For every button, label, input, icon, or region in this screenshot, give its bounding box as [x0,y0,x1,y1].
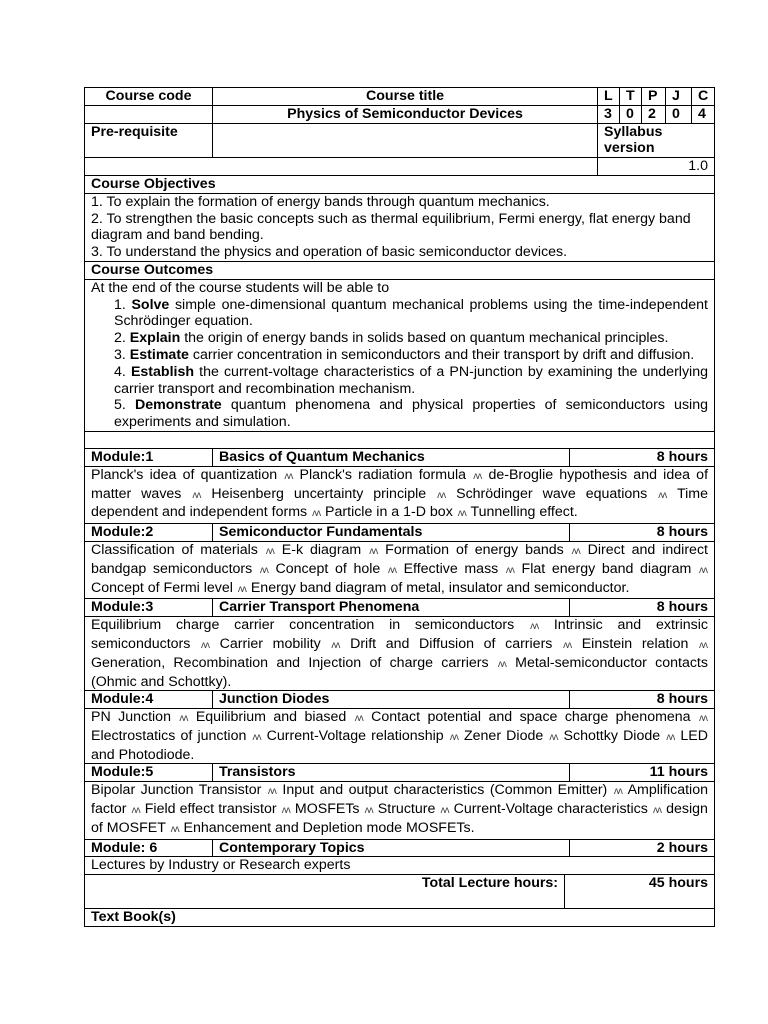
syllabus-version-label: Syllabus version [598,123,715,158]
module-topic: Direct and indirect bandgap semiconductors [91,541,708,577]
module-topic: E-k diagram [281,541,362,558]
topic-separator-icon: ʌʌ [699,713,707,725]
module-label: Module:5 [85,764,213,782]
outcome-verb: Solve [131,296,170,313]
ltpjc-value-c: 4 [692,105,715,123]
objective-item: 3. To understand the physics and operation of basic semiconductor devices. [91,244,568,261]
outcome-text: quantum phenomena and physical properties of semiconductors using experiments and simulation. [114,397,708,431]
outcome-list [91,297,708,431]
ltpjc-value-l: 3 [598,105,620,123]
module-topic: Drift and Diffusion of carriers [350,635,553,652]
module-topic: Amplification factor [91,782,708,818]
topic-separator-icon: ʌʌ [201,639,210,651]
modules-section [85,448,715,874]
module-header-row [85,599,715,617]
outcomes-body [85,279,715,431]
module-topic: Equilibrium charge carrier concentration in semiconductors [91,617,515,634]
ltpjc-label-l: L [598,88,620,106]
outcome-verb: Estimate [129,346,189,363]
course-title-label: Course title [213,88,598,106]
module-topic: Classification of materials [91,541,258,558]
module-title: Transistors [213,764,570,782]
module-topic: Metal-semiconductor contacts (Ohmic and Schottky). [91,654,708,690]
topic-separator-icon: ʌʌ [658,489,667,501]
syllabus-document [84,87,715,927]
module-topics [85,466,715,523]
ltpjc-label-t: T [620,88,642,106]
module-topic: Carrier mobility [219,635,321,652]
module-topics [85,709,715,764]
module-topics [85,617,715,691]
syllabus-table [84,87,715,927]
ltpjc-label-j: J [666,88,692,106]
module-topic: Input and output characteristics (Common Emitter) [282,782,608,799]
module-label: Module:3 [85,599,213,617]
module-topic: Contact potential and space charge phenomena [371,709,691,726]
topic-separator-icon: ʌʌ [440,805,449,817]
module-topic: Concept of Fermi level [91,579,233,596]
topic-separator-icon: ʌʌ [571,545,580,557]
outcomes-intro: At the end of the course students will be able to [91,279,390,296]
module-topics [85,782,715,839]
ltpjc-label-p: P [642,88,666,106]
topic-separator-icon: ʌʌ [563,639,572,651]
module-body-row [85,617,715,691]
module-label: Module:2 [85,524,213,542]
module-topic: Intrinsic and extrinsic semiconductors [91,617,709,652]
topic-separator-icon: ʌʌ [267,786,276,798]
module-topic: Current-Voltage characteristics [453,801,648,818]
topic-separator-icon: ʌʌ [457,508,466,520]
module-topic: Planck's radiation formula [299,466,467,483]
module-body-row [85,709,715,764]
outcome-text: the origin of energy bands in solids based on quantum mechanical principles. [184,330,669,347]
module-topic: design of MOSFET [91,801,708,836]
topic-separator-icon: ʌʌ [530,621,539,633]
module-title: Semiconductor Fundamentals [213,524,570,542]
module-header-row [85,764,715,782]
prerequisite-label: Pre-requisite [85,123,213,158]
total-lecture-label: Total Lecture hours: [85,875,565,909]
outcome-verb: Explain [129,330,181,347]
outcome-verb: Establish [130,363,195,380]
topic-separator-icon: ʌʌ [265,545,274,557]
module-title: Contemporary Topics [213,839,570,857]
course-title-value: Physics of Semiconductor Devices [213,105,598,123]
ltpjc-value-p: 2 [642,105,666,123]
module-topic: Flat energy band diagram [521,560,692,577]
prerequisite-value [213,123,598,158]
module-topic: Einstein relation [581,635,689,652]
topic-separator-icon: ʌʌ [312,508,321,520]
topic-separator-icon: ʌʌ [666,731,675,743]
module-label: Module:4 [85,691,213,709]
outcome-number: 2. [114,330,126,347]
topic-separator-icon: ʌʌ [497,658,506,670]
module-title: Junction Diodes [213,691,570,709]
topic-separator-icon: ʌʌ [354,713,363,725]
syllabus-version-value: 1.0 [598,158,715,176]
module-hours: 8 hours [570,599,715,617]
module-topic: Effective mass [403,560,499,577]
course-code-value [85,105,213,123]
ltpjc-value-j: 0 [666,105,692,123]
outcome-item [91,397,708,431]
module-body-row [85,782,715,839]
objectives-heading: Course Objectives [85,175,715,193]
module-header-row [85,691,715,709]
ltpjc-value-t: 0 [620,105,642,123]
outcome-verb: Demonstrate [134,397,222,414]
module-topic: Lectures by Industry or Research experts [91,857,351,874]
module-topics [85,857,715,875]
outcome-number: 4. [114,363,126,380]
module-topic: Schrödinger wave equations [456,485,648,502]
topic-separator-icon: ʌʌ [131,805,140,817]
outcome-number: 1. [114,296,126,313]
module-header-row [85,448,715,466]
topic-separator-icon: ʌʌ [699,639,708,651]
module-topic: Electrostatics of junction [91,727,247,744]
module-topics [85,541,715,598]
module-topic: Energy band diagram of metal, insulator and semiconductor. [250,579,630,596]
topic-separator-icon: ʌʌ [549,731,558,743]
module-title: Carrier Transport Phenomena [213,599,570,617]
module-topic: Planck's idea of quantization [91,466,278,483]
topic-separator-icon: ʌʌ [252,731,261,743]
topic-separator-icon: ʌʌ [387,564,396,576]
module-topic: Zener Diode [463,727,544,744]
module-topic: Time dependent and independent forms [91,485,708,521]
module-label: Module:1 [85,448,213,466]
module-title: Basics of Quantum Mechanics [213,448,570,466]
module-topic: Formation of energy bands [385,541,564,558]
module-header-row [85,524,715,542]
objective-item: 1. To explain the formation of energy bands through quantum mechanics. [91,193,550,210]
topic-separator-icon: ʌʌ [473,470,482,482]
module-topic: Heisenberg uncertainty principle [211,485,427,502]
module-hours: 8 hours [570,691,715,709]
topic-separator-icon: ʌʌ [331,639,340,651]
module-topic: Concept of hole [275,560,381,577]
module-topic: Schottky Diode [563,727,661,744]
outcome-number: 3. [114,346,126,363]
module-topic: Field effect transistor [144,801,277,818]
module-topic: Equilibrium and biased [195,709,347,726]
module-hours: 2 hours [570,839,715,857]
spacer-row [85,431,715,448]
module-topic: Particle in a 1-D box [325,504,453,521]
module-topic: PN Junction [91,709,171,726]
topic-separator-icon: ʌʌ [698,564,707,576]
ltpjc-label-c: C [692,88,715,106]
module-topic: Current-Voltage relationship [266,727,444,744]
topic-separator-icon: ʌʌ [369,545,378,557]
module-body-row [85,466,715,523]
topic-separator-icon: ʌʌ [449,731,458,743]
module-topic: Generation, Recombination and Injection of charge carriers [91,654,489,671]
total-lecture-value: 45 hours [565,875,715,909]
module-topic: Tunnelling effect. [470,504,578,521]
outcome-item [91,364,708,398]
module-hours: 8 hours [570,524,715,542]
module-topic: Bipolar Junction Transistor [91,782,262,799]
topic-separator-icon: ʌʌ [237,583,246,595]
textbooks-heading: Text Book(s) [85,909,715,927]
outcome-text: simple one-dimensional quantum mechanical problems using the time-independent Schrödinger equation. [114,296,708,330]
blank-cell [85,158,598,176]
outcomes-heading: Course Outcomes [85,261,715,279]
outcome-number: 5. [114,397,126,414]
course-code-label: Course code [85,88,213,106]
topic-separator-icon: ʌʌ [281,805,290,817]
topic-separator-icon: ʌʌ [259,564,268,576]
objectives-body [85,193,715,261]
topic-separator-icon: ʌʌ [364,805,373,817]
module-topic: MOSFETs [294,801,360,818]
module-body-row [85,541,715,598]
outcome-item [91,297,708,331]
module-topic: Enhancement and Depletion mode MOSFETs. [183,819,475,836]
topic-separator-icon: ʌʌ [192,489,201,501]
topic-separator-icon: ʌʌ [613,786,622,798]
module-label: Module: 6 [85,839,213,857]
topic-separator-icon: ʌʌ [284,470,293,482]
module-topic: Structure [377,801,436,818]
outcome-text: the current-voltage characteristics of a PN-junction by examining the underlying carrier transport and recombination mechanism. [114,363,708,397]
objective-item: 2. To strengthen the basic concepts such as thermal equilibrium, Fermi energy, flat energy band diagram and band bending. [91,210,691,244]
outcome-item [91,347,708,364]
outcome-text: carrier concentration in semiconductors and their transport by drift and diffusion. [192,346,695,363]
module-topic: de-Broglie hypothesis and idea of matter waves [91,466,709,502]
topic-separator-icon: ʌʌ [505,564,514,576]
module-hours: 11 hours [570,764,715,782]
outcome-item [91,330,708,347]
topic-separator-icon: ʌʌ [179,713,188,725]
module-header-row [85,839,715,857]
module-topic: LED and Photodiode. [91,727,709,763]
topic-separator-icon: ʌʌ [652,805,661,817]
topic-separator-icon: ʌʌ [170,823,179,835]
module-hours: 8 hours [570,448,715,466]
topic-separator-icon: ʌʌ [437,489,446,501]
module-body-row [85,857,715,875]
